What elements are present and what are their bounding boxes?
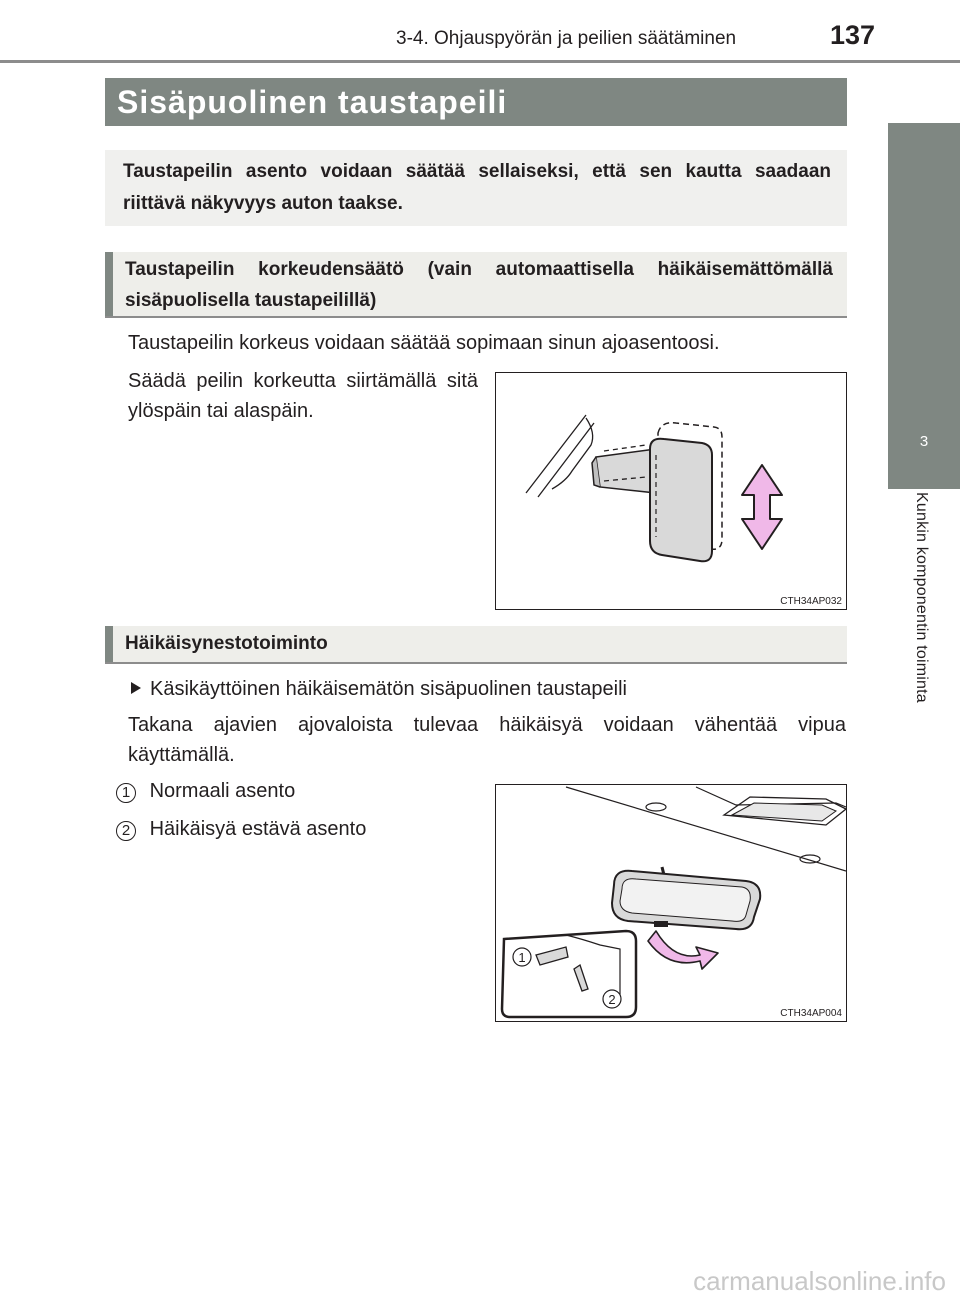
numbered-item-1	[116, 776, 295, 806]
triangle-bullet-icon	[128, 680, 144, 696]
mirror-height-figure	[495, 372, 847, 610]
anti-glare-figure	[495, 784, 847, 1022]
height-adjust-heading: Taustapeilin korkeudensäätö (vain automaattisella häikäisemättömällä sisäpuolisella taustapeilillä)	[125, 259, 833, 311]
intro-box	[105, 150, 847, 226]
chapter-tab	[888, 123, 960, 489]
heading-accent-bar	[105, 252, 113, 316]
height-adjust-text-2: Säädä peilin korkeutta siirtämällä sitä ylöspäin tai alaspäin.	[128, 370, 478, 422]
section-title: Sisäpuolinen taustapeili	[117, 84, 508, 120]
chapter-tab-number: 3	[919, 433, 929, 450]
item-label-1: Normaali asento	[149, 780, 296, 802]
chapter-tab-label: Kunkin komponentin toiminta	[913, 492, 930, 703]
chapter-title: 3-4. Ohjauspyörän ja peilien säätäminen	[396, 28, 737, 49]
anti-glare-heading: Häikäisynestotoiminto	[125, 633, 328, 654]
bullet-item	[128, 674, 627, 704]
header-rule	[0, 60, 960, 63]
figure-code-1: CTH34AP032	[780, 596, 842, 607]
chapter-tab-label-wrap	[888, 492, 960, 792]
item-number-2: 2	[116, 821, 136, 841]
bullet-text: Käsikäyttöinen häikäisemätön sisäpuolinen taustapeili	[150, 678, 627, 700]
page-number: 137	[830, 20, 876, 50]
watermark: carmanualsonline.info	[693, 1266, 946, 1296]
anti-glare-text: Takana ajavien ajovaloista tulevaa häikäisyä voidaan vähentää vipua käyttämällä.	[128, 714, 846, 766]
height-adjust-heading-box	[105, 252, 847, 318]
inset-callout-1: 1	[518, 950, 526, 965]
section-banner	[105, 78, 847, 126]
intro-text: Taustapeilin asento voidaan säätää sellaiseksi, että sen kautta saadaan riittävä näkyvyys auton taakse.	[123, 161, 831, 214]
heading-accent-bar	[105, 626, 113, 662]
inset-callout-2: 2	[608, 992, 616, 1007]
mirror-height-illustration	[496, 373, 846, 609]
item-number-1: 1	[116, 783, 136, 803]
anti-glare-heading-box	[105, 626, 847, 664]
numbered-item-2	[116, 814, 366, 844]
item-label-2: Häikäisyä estävä asento	[149, 818, 367, 840]
height-adjust-text-1: Taustapeilin korkeus voidaan säätää sopimaan sinun ajoasentoosi.	[128, 332, 720, 354]
anti-glare-illustration	[496, 785, 846, 1021]
figure-code-2: CTH34AP004	[780, 1008, 842, 1019]
